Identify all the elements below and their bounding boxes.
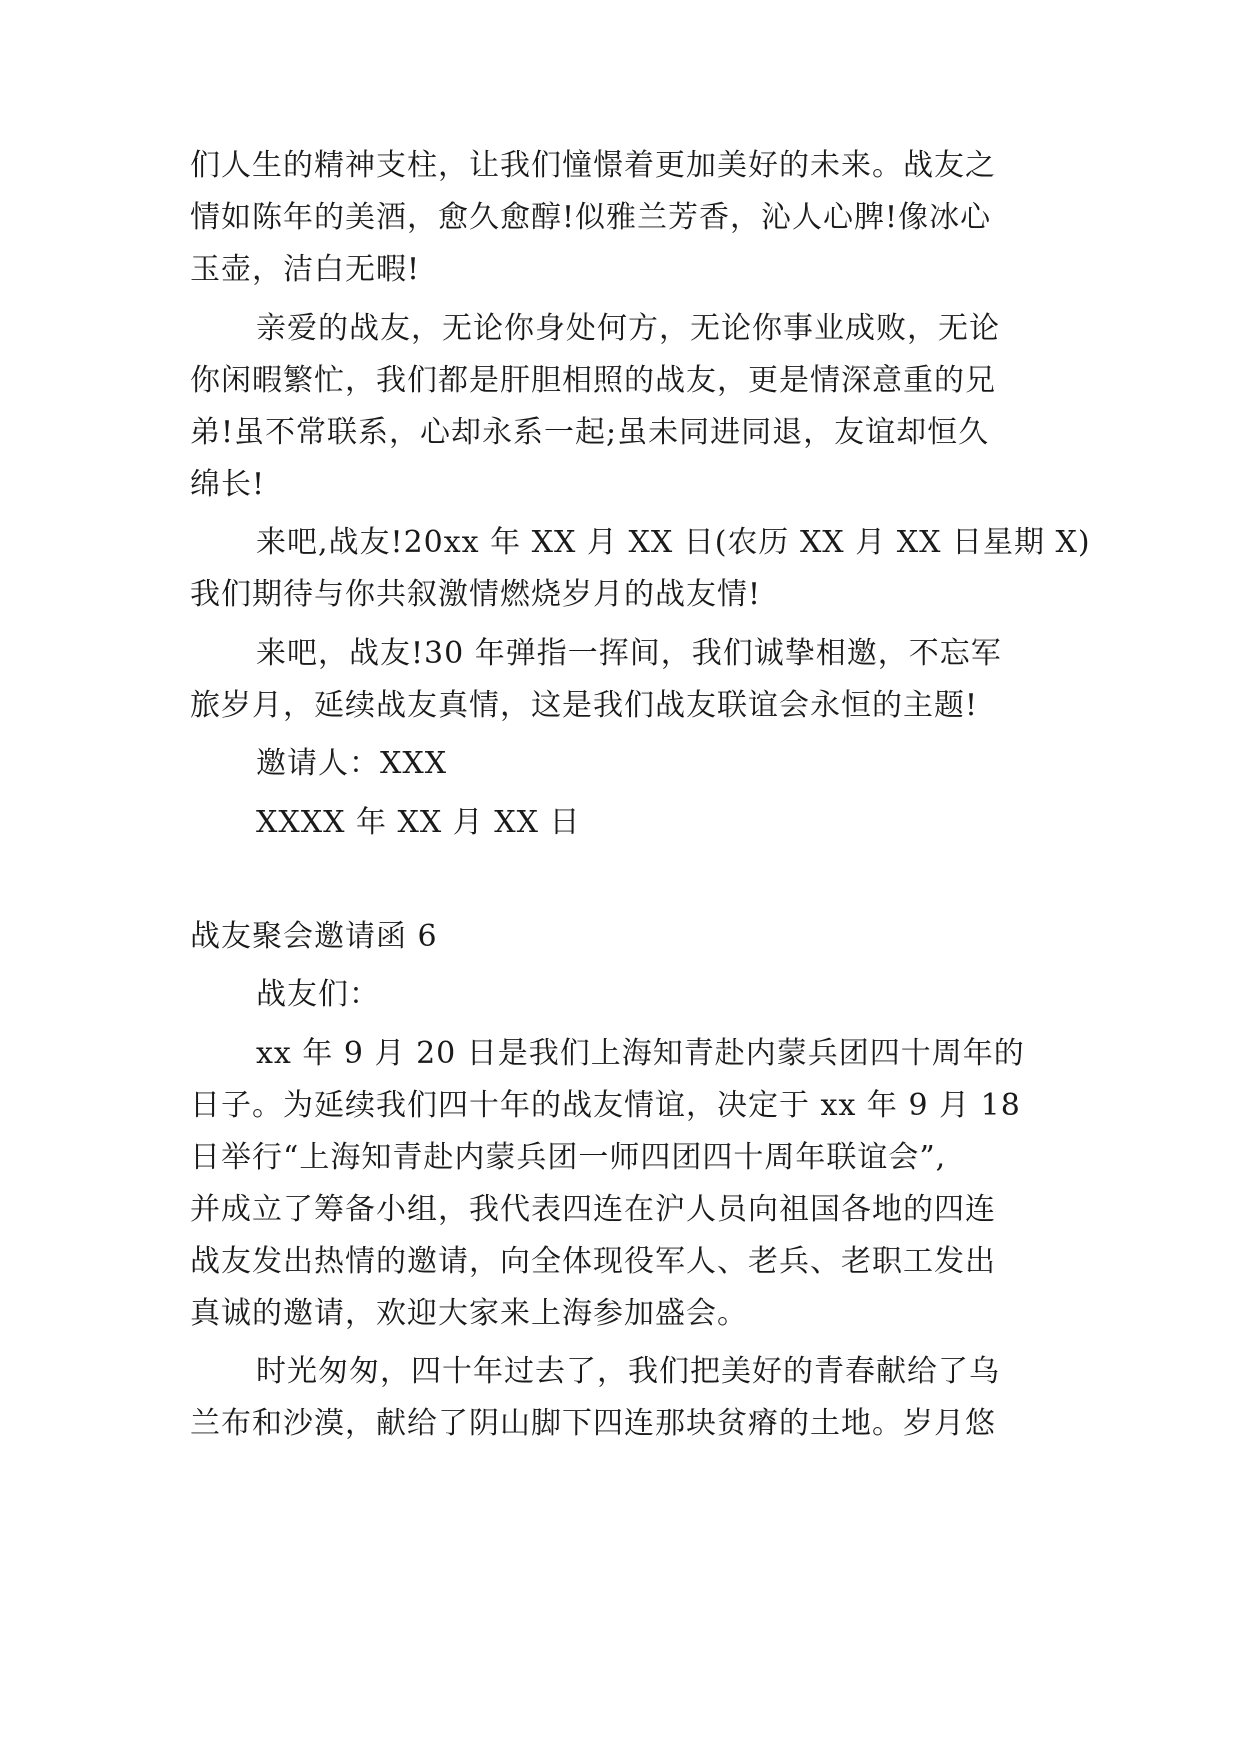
paragraph-line: 玉壶，洁白无暇! — [190, 252, 421, 287]
paragraph-line: 日子。为延续我们四十年的战友情谊，决定于 xx 年 9 月 18 — [190, 1088, 1021, 1123]
paragraph-line: 真诚的邀请，欢迎大家来上海参加盛会。 — [190, 1296, 748, 1331]
paragraph-line: xx 年 9 月 20 日是我们上海知青赴内蒙兵团四十周年的 — [256, 1036, 1025, 1071]
paragraph-line: 来吧，战友!30 年弹指一挥间，我们诚挚相邀，不忘军 — [256, 636, 1002, 671]
paragraph-line: 战友发出热情的邀请，向全体现役军人、老兵、老职工发出 — [190, 1244, 996, 1279]
inviter-line: 邀请人：XXX — [256, 746, 448, 781]
paragraph-line: 绵长! — [190, 467, 266, 502]
paragraph-line: 兰布和沙漠，献给了阴山脚下四连那块贫瘠的土地。岁月悠 — [190, 1406, 996, 1441]
paragraph-line: 时光匆匆，四十年过去了，我们把美好的青春献给了乌 — [256, 1354, 1000, 1389]
paragraph-line: 日举行“上海知青赴内蒙兵团一师四团四十周年联谊会”, — [190, 1140, 947, 1175]
paragraph-line: 并成立了筹备小组，我代表四连在沪人员向祖国各地的四连 — [190, 1192, 996, 1227]
paragraph-line: 们人生的精神支柱，让我们憧憬着更加美好的未来。战友之 — [190, 148, 996, 183]
section-title: 战友聚会邀请函 6 — [190, 919, 438, 954]
paragraph-line: 我们期待与你共叙激情燃烧岁月的战友情! — [190, 577, 762, 612]
paragraph-line: 旅岁月，延续战友真情，这是我们战友联谊会永恒的主题! — [190, 688, 979, 723]
greeting-line: 战友们： — [256, 977, 380, 1012]
paragraph-line: 情如陈年的美酒，愈久愈醇!似雅兰芳香，沁人心脾!像冰心 — [190, 200, 992, 235]
paragraph-line: 弟!虽不常联系，心却永系一起;虽未同进同退，友谊却恒久 — [190, 415, 990, 450]
paragraph-line: 亲爱的战友，无论你身处何方，无论你事业成败，无论 — [256, 311, 1000, 346]
date-line: XXXX 年 XX 月 XX 日 — [256, 805, 581, 840]
paragraph-line: 来吧,战友!20xx 年 XX 月 XX 日(农历 XX 月 XX 日星期 X) — [256, 525, 1091, 560]
paragraph-line: 你闲暇繁忙，我们都是肝胆相照的战友，更是情深意重的兄 — [190, 363, 996, 398]
